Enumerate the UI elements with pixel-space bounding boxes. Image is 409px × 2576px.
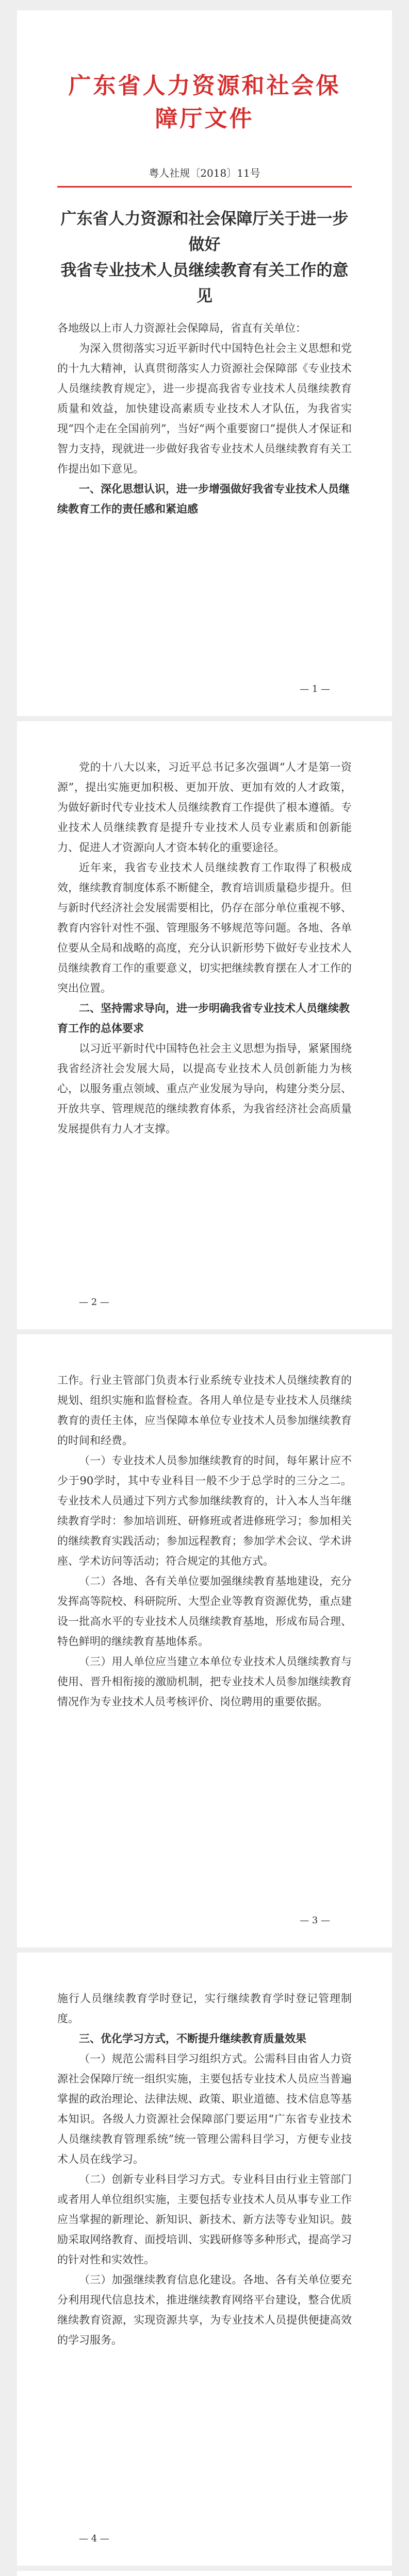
recipient-line: 各地级以上市人力资源社会保障局，省直有关单位： <box>57 322 306 334</box>
paragraph: 为深入贯彻落实习近平新时代中国特色社会主义思想和党的十九大精神，认真贯彻落实人力资源社会保障部《专业技术人员继续教育规定》，进一步提高我省专业技术人员继续教育质量和效益，加快建设高素质专业技术人才队伍，为我省实现“四个走在全国前列”，当好“两个重要窗口”提供人才保证和智力支持，现就进一步做好我省专业技术人员继续教育有关工作提出如下意见。 <box>57 342 352 475</box>
paragraph: 工作。行业主管部门负责本行业系统专业技术人员继续教育的规划、组织实施和监督检查。各用人单位是专业技术人员继续教育的责任主体，应当保障本单位专业技术人员参加继续教育的时间和经费。 <box>57 1374 352 1447</box>
document-title-line-1: 广东省人力资源和社会保障厅关于进一步做好 <box>60 210 349 254</box>
paragraph: （二）各地、各有关单位要加强继续教育基地建设，充分发挥高等院校、科研院所、大型企业等教育资源优势，重点建设一批高水平的专业技术人员继续教育基地，形成布局合理、特色鲜明的继续教育基地体系。 <box>57 1575 352 1648</box>
paragraph: 施行人员继续教育学时登记，实行继续教育学时登记管理制度。 <box>57 1992 352 2025</box>
paragraph: （三）用人单位应当建立本单位专业技术人员继续教育与使用、晋升相衔接的激励机制，把专业技术人员参加继续教育情况作为专业技术人员考核评价、岗位聘用的重要依据。 <box>57 1655 352 1708</box>
page-number: — 2 — <box>79 1297 109 1308</box>
section-heading: 二、坚持需求导向，进一步明确我省专业技术人员继续教育工作的总体要求 <box>57 1002 350 1035</box>
section-heading: 三、优化学习方式，不断提升继续教育质量效果 <box>79 2032 306 2045</box>
page-4 <box>17 1953 392 2566</box>
page-number: — 4 — <box>79 2533 109 2544</box>
paragraph: 以习近平新时代中国特色社会主义思想为指导，紧紧围绕我省经济社会发展大局，以提高专业技术人员创新能力为核心，以服务重点领域、重点产业发展为导向，构建分类分层、开放共享、管理规范的继续教育体系，为我省经济社会高质量发展提供有力人才支撑。 <box>57 1042 352 1135</box>
paragraph: （三）加强继续教育信息化建设。各地、各有关单位要充分利用现代信息技术，推进继续教育网络平台建设，整合优质继续教育资源，实现资源共享，为专业技术人员提供便捷高效的学习服务。 <box>57 2274 352 2346</box>
document-title-line-2: 我省专业技术人员继续教育有关工作的意见 <box>60 261 349 306</box>
red-divider <box>57 186 352 188</box>
page-2 <box>17 721 392 1329</box>
section-heading: 一、深化思想认识，进一步增强做好我省专业技术人员继续教育工作的责任感和紧迫感 <box>57 483 350 515</box>
paragraph: （一）专业技术人员参加继续教育的时间，每年累计应不少于90学时，其中专业科目一般不少于总学时的三分之二。专业技术人员通过下列方式参加继续教育的，计入本人当年继续教育学时：参加培训班、研修班或者进修班学习；参加相关的继续教育实践活动；参加远程教育；参加学术会议、学术讲座、学术访问等活动；符合规定的其他方式。 <box>57 1454 352 1567</box>
document-header-title: 广东省人力资源和社会保障厅文件 <box>68 73 341 132</box>
paragraph: 党的十八大以来，习近平总书记多次强调“人才是第一资源”，提出实施更加积极、更加开放、更加有效的人才政策，为做好新时代专业技术人员继续教育工作提供了根本遵循。专业技术人员继续教育是提升专业技术人员专业素质和创新能力、促进人才资源向人才资本转化的重要途径。 <box>57 761 352 854</box>
page-number: — 3 — <box>300 1915 330 1926</box>
document-title <box>57 206 352 309</box>
page-3 <box>17 1334 392 1947</box>
document-number: 粤人社规〔2018〕11号 <box>149 167 260 179</box>
page-number: — 1 — <box>300 684 330 694</box>
page-1 <box>17 10 392 716</box>
paragraph: （二）创新专业科目学习方式。专业科目由行业主管部门或者用人单位组织实施，主要包括专业技术人员从事专业工作应当掌握的新理论、新知识、新技术、新方法等专业知识。鼓励采取网络教育、面授培训、实践研修等多种形式，提高学习的针对性和实效性。 <box>57 2173 352 2266</box>
paragraph: （一）规范公需科目学习组织方式。公需科目由省人力资源社会保障厅统一组织实施，主要包括专业技术人员应当普遍掌握的政治理论、法律法规、政策、职业道德、技术信息等基本知识。各级人力资源社会保障部门要运用“广东省专业技术人员继续教育管理系统”统一管理公需科目学习，方便专业技术人员在线学习。 <box>57 2053 352 2165</box>
paragraph: 近年来，我省专业技术人员继续教育工作取得了积极成效，继续教育制度体系不断健全，教育培训质量稳步提升。但与新时代经济社会发展需要相比，仍存在部分单位重视不够、教育内容针对性不强、管理服务不够规范等问题。各地、各单位要从全局和战略的高度，充分认识新形势下做好专业技术人员继续教育工作的重要意义，切实把继续教育摆在人才工作的突出位置。 <box>57 861 352 994</box>
page-5 <box>17 2571 392 2576</box>
